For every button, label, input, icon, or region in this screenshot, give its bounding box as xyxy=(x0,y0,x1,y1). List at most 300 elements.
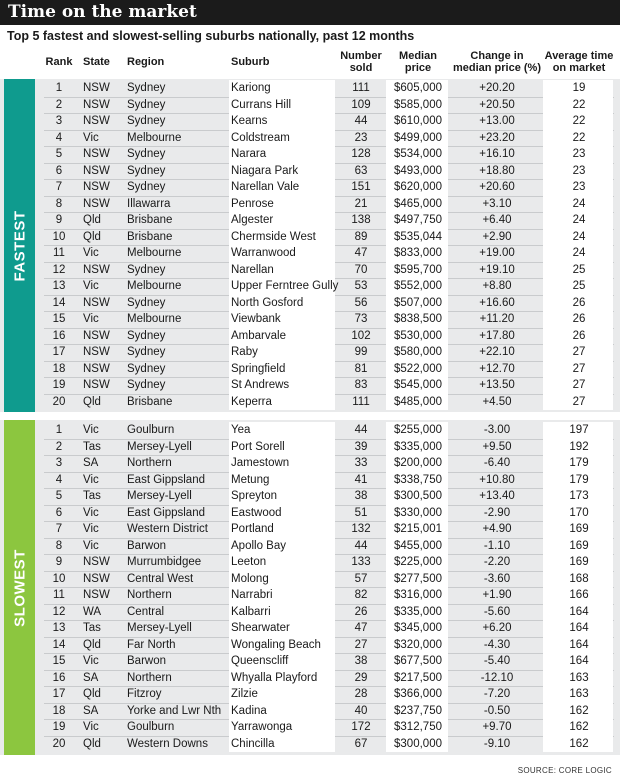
slowest-row-12 xyxy=(0,604,620,621)
cell-sold: 44 xyxy=(354,424,368,436)
cell-avg: 169 xyxy=(569,523,589,535)
cell-avg: 23 xyxy=(572,148,586,160)
cell-rank: 16 xyxy=(52,329,66,342)
cell-avg: 164 xyxy=(569,655,589,667)
cell-suburb: Eastwood xyxy=(231,506,282,519)
cell-region: Sydney xyxy=(127,148,166,160)
cell-suburb: Kalbarri xyxy=(231,605,271,618)
cell-price: $237,750 xyxy=(394,704,442,717)
fastest-row-20 xyxy=(0,394,620,411)
cell-sold: 41 xyxy=(354,473,368,486)
cell-change: -2.90 xyxy=(483,506,511,519)
cell-state: NSW xyxy=(83,98,110,111)
cell-sold: 26 xyxy=(354,605,368,618)
cell-price: $535,044 xyxy=(394,230,442,243)
cell-state: NSW xyxy=(83,148,110,160)
cell-price: $335,000 xyxy=(394,605,442,618)
cell-sold: 38 xyxy=(354,655,368,667)
fastest-row-5 xyxy=(0,146,620,163)
fastest-row-18 xyxy=(0,361,620,378)
cell-region: Melbourne xyxy=(127,313,182,325)
cell-avg: 164 xyxy=(569,622,589,634)
cell-state: Vic xyxy=(83,424,99,436)
cell-rank: 15 xyxy=(52,313,66,325)
cell-avg: 27 xyxy=(572,379,586,391)
cell-change: +16.10 xyxy=(479,148,515,160)
cell-state: NSW xyxy=(83,164,110,177)
cell-state: Vic xyxy=(83,523,99,535)
cell-region: Mersey-Lyell xyxy=(127,440,192,453)
cell-state: Qld xyxy=(83,688,101,700)
cell-change: +22.10 xyxy=(479,346,515,358)
cell-price: $585,000 xyxy=(394,98,442,111)
cell-avg: 162 xyxy=(569,704,589,717)
cell-state: Vic xyxy=(83,655,99,667)
cell-rank: 3 xyxy=(55,457,63,469)
cell-rank: 17 xyxy=(52,688,66,700)
cell-change: +17.80 xyxy=(479,329,515,342)
fastest-row-8 xyxy=(0,196,620,213)
cell-sold: 21 xyxy=(354,197,368,210)
cell-sold: 27 xyxy=(354,638,368,651)
cell-rank: 18 xyxy=(52,362,66,375)
cell-suburb: Portland xyxy=(231,523,274,535)
title-bar xyxy=(0,0,620,25)
slowest-row-15 xyxy=(0,653,620,670)
slowest-row-1 xyxy=(0,422,620,439)
cell-change: +13.40 xyxy=(479,490,515,502)
cell-sold: 51 xyxy=(354,506,368,519)
header-average-time-line1: Average time xyxy=(544,50,614,62)
header-median-price-line1: Median xyxy=(399,50,437,62)
cell-change: -4.30 xyxy=(483,638,511,651)
cell-sold: 67 xyxy=(354,737,368,750)
cell-suburb: Warranwood xyxy=(231,247,296,259)
cell-change: +4.50 xyxy=(482,395,512,408)
cell-rank: 17 xyxy=(52,346,66,358)
header-median-price-line2: price xyxy=(404,62,432,74)
cell-suburb: Molong xyxy=(231,572,269,585)
cell-region: Central West xyxy=(127,572,194,585)
cell-region: Mersey-Lyell xyxy=(127,490,192,502)
cell-price: $255,000 xyxy=(394,424,442,436)
cell-change: +23.20 xyxy=(479,131,515,144)
cell-avg: 164 xyxy=(569,638,589,651)
cell-state: Qld xyxy=(83,395,101,408)
cell-state: Qld xyxy=(83,214,101,226)
cell-suburb: Narellan xyxy=(231,263,274,276)
cell-change: +20.50 xyxy=(479,98,515,111)
slowest-row-19 xyxy=(0,719,620,736)
cell-state: NSW xyxy=(83,329,110,342)
cell-avg: 163 xyxy=(569,671,589,684)
cell-avg: 24 xyxy=(572,230,586,243)
cell-state: NSW xyxy=(83,362,110,375)
cell-suburb: Metung xyxy=(231,473,270,486)
cell-price: $493,000 xyxy=(394,164,442,177)
cell-avg: 24 xyxy=(572,214,586,226)
cell-state: Qld xyxy=(83,638,101,651)
cell-rank: 5 xyxy=(55,490,63,502)
cell-region: Sydney xyxy=(127,115,166,127)
cell-avg: 25 xyxy=(572,280,586,292)
cell-sold: 44 xyxy=(354,115,368,127)
cell-suburb: Port Sorell xyxy=(231,440,285,453)
cell-state: NSW xyxy=(83,346,110,358)
cell-sold: 172 xyxy=(351,721,371,733)
cell-price: $833,000 xyxy=(394,247,442,259)
cell-region: Sydney xyxy=(127,82,166,94)
cell-avg: 169 xyxy=(569,539,589,552)
page-title: Time on the market xyxy=(8,2,197,22)
cell-avg: 22 xyxy=(572,131,586,144)
cell-region: Western District xyxy=(127,523,208,535)
header-state: State xyxy=(83,56,110,68)
cell-change: -7.20 xyxy=(483,688,511,700)
cell-change: -2.20 xyxy=(483,556,511,568)
fastest-label: FASTEST xyxy=(11,209,28,282)
cell-change: +1.90 xyxy=(482,589,512,601)
slowest-row-13 xyxy=(0,620,620,637)
header-average-time xyxy=(543,50,615,80)
cell-region: Brisbane xyxy=(127,214,173,226)
cell-suburb: Narellan Vale xyxy=(231,181,300,193)
cell-change: +19.10 xyxy=(479,263,515,276)
cell-region: Far North xyxy=(127,638,176,651)
slowest-row-3 xyxy=(0,455,620,472)
cell-region: Northern xyxy=(127,457,172,469)
cell-price: $610,000 xyxy=(394,115,442,127)
fastest-row-10 xyxy=(0,229,620,246)
fastest-row-3 xyxy=(0,113,620,130)
cell-suburb: Yea xyxy=(231,424,251,436)
slowest-row-6 xyxy=(0,505,620,522)
cell-state: NSW xyxy=(83,181,110,193)
fastest-row-4 xyxy=(0,130,620,147)
slowest-row-16 xyxy=(0,670,620,687)
cell-change: -3.00 xyxy=(483,424,511,436)
cell-change: +4.90 xyxy=(482,523,512,535)
slowest-row-11 xyxy=(0,587,620,604)
cell-state: NSW xyxy=(83,556,110,568)
cell-sold: 47 xyxy=(354,622,368,634)
cell-suburb: Zilzie xyxy=(231,688,258,700)
slowest-label: SLOWEST xyxy=(11,548,28,627)
cell-rank: 20 xyxy=(52,737,66,750)
cell-suburb: Coldstream xyxy=(231,131,290,144)
cell-price: $277,500 xyxy=(394,572,442,585)
slowest-row-4 xyxy=(0,472,620,489)
cell-sold: 151 xyxy=(351,181,371,193)
cell-rank: 19 xyxy=(52,721,66,733)
cell-rank: 14 xyxy=(52,296,66,309)
cell-price: $300,000 xyxy=(394,737,442,750)
cell-rank: 4 xyxy=(55,131,63,144)
slowest-row-10 xyxy=(0,571,620,588)
slowest-row-20 xyxy=(0,736,620,753)
cell-rank: 18 xyxy=(52,704,66,717)
cell-price: $530,000 xyxy=(394,329,442,342)
cell-state: Vic xyxy=(83,313,99,325)
cell-avg: 170 xyxy=(569,506,589,519)
fastest-row-12 xyxy=(0,262,620,279)
slowest-row-5 xyxy=(0,488,620,505)
cell-rank: 20 xyxy=(52,395,66,408)
fastest-row-16 xyxy=(0,328,620,345)
cell-rank: 2 xyxy=(55,440,63,453)
cell-region: Barwon xyxy=(127,539,166,552)
cell-rank: 5 xyxy=(55,148,63,160)
cell-price: $497,750 xyxy=(394,214,442,226)
cell-sold: 70 xyxy=(354,263,368,276)
cell-sold: 23 xyxy=(354,131,368,144)
cell-state: SA xyxy=(83,704,99,717)
cell-region: Melbourne xyxy=(127,280,182,292)
header-average-time-line2: on market xyxy=(552,62,606,74)
header-suburb: Suburb xyxy=(231,56,270,68)
cell-sold: 40 xyxy=(354,704,368,717)
cell-state: NSW xyxy=(83,572,110,585)
cell-rank: 14 xyxy=(52,638,66,651)
cell-sold: 53 xyxy=(354,280,368,292)
cell-change: +16.60 xyxy=(479,296,515,309)
cell-price: $366,000 xyxy=(394,688,442,700)
cell-suburb: Algester xyxy=(231,214,274,226)
cell-sold: 44 xyxy=(354,539,368,552)
cell-avg: 22 xyxy=(572,115,586,127)
cell-rank: 3 xyxy=(55,115,63,127)
fastest-row-13 xyxy=(0,278,620,295)
cell-rank: 15 xyxy=(52,655,66,667)
cell-region: Barwon xyxy=(127,655,166,667)
cell-state: SA xyxy=(83,671,99,684)
cell-avg: 168 xyxy=(569,572,589,585)
cell-sold: 99 xyxy=(354,346,368,358)
cell-rank: 7 xyxy=(55,523,63,535)
cell-suburb: Wongaling Beach xyxy=(231,638,321,651)
cell-suburb: Viewbank xyxy=(231,313,281,325)
cell-sold: 29 xyxy=(354,671,368,684)
cell-change: +3.10 xyxy=(482,197,512,210)
cell-state: Tas xyxy=(83,440,101,453)
slowest-row-7 xyxy=(0,521,620,538)
cell-sold: 39 xyxy=(354,440,368,453)
cell-change: -9.10 xyxy=(483,737,511,750)
cell-rank: 12 xyxy=(52,263,66,276)
cell-rank: 9 xyxy=(55,214,63,226)
cell-avg: 26 xyxy=(572,296,586,309)
cell-rank: 11 xyxy=(53,247,65,259)
cell-suburb: Narara xyxy=(231,148,267,160)
cell-avg: 192 xyxy=(569,440,589,453)
fastest-row-2 xyxy=(0,97,620,114)
cell-region: Illawarra xyxy=(127,197,171,210)
cell-price: $605,000 xyxy=(394,82,442,94)
slowest-row-18 xyxy=(0,703,620,720)
cell-suburb: North Gosford xyxy=(231,296,304,309)
cell-sold: 81 xyxy=(354,362,368,375)
cell-suburb: Springfield xyxy=(231,362,286,375)
cell-price: $499,000 xyxy=(394,131,442,144)
cell-avg: 25 xyxy=(572,263,586,276)
cell-sold: 133 xyxy=(351,556,371,568)
cell-state: Vic xyxy=(83,473,99,486)
cell-change: +9.70 xyxy=(482,721,512,733)
cell-suburb: Leeton xyxy=(231,556,267,568)
slowest-row-17 xyxy=(0,686,620,703)
cell-suburb: Yarrawonga xyxy=(231,721,293,733)
cell-region: Northern xyxy=(127,671,172,684)
cell-region: Mersey-Lyell xyxy=(127,622,192,634)
cell-avg: 164 xyxy=(569,605,589,618)
cell-sold: 83 xyxy=(354,379,368,391)
fastest-row-17 xyxy=(0,344,620,361)
cell-avg: 26 xyxy=(572,329,586,342)
cell-state: Tas xyxy=(83,622,101,634)
cell-sold: 57 xyxy=(354,572,368,585)
cell-price: $465,000 xyxy=(394,197,442,210)
header-change-line1: Change in xyxy=(470,50,524,62)
cell-suburb: Keperra xyxy=(231,395,272,408)
cell-sold: 102 xyxy=(351,329,371,342)
fastest-row-14 xyxy=(0,295,620,312)
cell-price: $330,000 xyxy=(394,506,442,519)
cell-state: Vic xyxy=(83,539,99,552)
cell-state: Vic xyxy=(83,131,99,144)
cell-price: $316,000 xyxy=(394,589,442,601)
cell-region: Central xyxy=(127,605,165,618)
cell-avg: 179 xyxy=(569,473,589,486)
cell-rank: 12 xyxy=(52,605,66,618)
cell-state: Qld xyxy=(83,230,101,243)
cell-change: -5.60 xyxy=(483,605,511,618)
cell-price: $345,000 xyxy=(394,622,442,634)
cell-suburb: Shearwater xyxy=(231,622,290,634)
cell-price: $595,700 xyxy=(394,263,442,276)
cell-price: $312,750 xyxy=(394,721,442,733)
cell-region: East Gippsland xyxy=(127,506,205,519)
header-change-line2: median price (%) xyxy=(452,62,542,74)
cell-suburb: Spreyton xyxy=(231,490,278,502)
cell-sold: 109 xyxy=(351,98,371,111)
cell-sold: 128 xyxy=(351,148,371,160)
cell-state: SA xyxy=(83,457,99,469)
cell-price: $838,500 xyxy=(394,313,442,325)
cell-change: -3.60 xyxy=(483,572,511,585)
cell-avg: 27 xyxy=(572,395,586,408)
cell-suburb: Upper Ferntree Gully xyxy=(231,280,339,292)
cell-avg: 179 xyxy=(569,457,589,469)
fastest-row-9 xyxy=(0,212,620,229)
cell-price: $534,000 xyxy=(394,148,442,160)
cell-region: Brisbane xyxy=(127,230,173,243)
cell-state: NSW xyxy=(83,263,110,276)
cell-region: Sydney xyxy=(127,329,166,342)
cell-price: $522,000 xyxy=(394,362,442,375)
cell-sold: 138 xyxy=(351,214,371,226)
cell-sold: 63 xyxy=(354,164,368,177)
cell-rank: 1 xyxy=(55,424,63,436)
cell-price: $335,000 xyxy=(394,440,442,453)
cell-region: Sydney xyxy=(127,379,166,391)
cell-region: East Gippsland xyxy=(127,473,205,486)
cell-avg: 166 xyxy=(569,589,589,601)
cell-avg: 22 xyxy=(572,98,586,111)
cell-rank: 10 xyxy=(52,572,66,585)
cell-avg: 169 xyxy=(569,556,589,568)
cell-suburb: Kadina xyxy=(231,704,267,717)
fastest-row-15 xyxy=(0,311,620,328)
cell-price: $455,000 xyxy=(394,539,442,552)
cell-rank: 8 xyxy=(55,197,63,210)
cell-avg: 26 xyxy=(572,313,586,325)
cell-price: $485,000 xyxy=(394,395,442,408)
cell-state: NSW xyxy=(83,379,110,391)
cell-suburb: Jamestown xyxy=(231,457,290,469)
cell-sold: 33 xyxy=(354,457,368,469)
cell-sold: 56 xyxy=(354,296,368,309)
cell-suburb: Apollo Bay xyxy=(231,539,286,552)
cell-avg: 27 xyxy=(572,362,586,375)
cell-price: $552,000 xyxy=(394,280,442,292)
cell-price: $545,000 xyxy=(394,379,442,391)
cell-price: $677,500 xyxy=(394,655,442,667)
cell-region: Sydney xyxy=(127,98,166,111)
cell-region: Western Downs xyxy=(127,737,208,750)
header-number-sold-line1: Number xyxy=(340,50,382,62)
header-median-price xyxy=(388,50,448,80)
cell-state: NSW xyxy=(83,296,110,309)
cell-rank: 9 xyxy=(55,556,63,568)
cell-rank: 10 xyxy=(52,230,66,243)
cell-region: Brisbane xyxy=(127,395,173,408)
cell-suburb: Chermside West xyxy=(231,230,316,243)
cell-change: -6.40 xyxy=(483,457,511,469)
cell-region: Sydney xyxy=(127,181,166,193)
cell-suburb: Kariong xyxy=(231,82,271,94)
cell-change: -5.40 xyxy=(483,655,511,667)
cell-change: +2.90 xyxy=(482,230,512,243)
cell-suburb: Whyalla Playford xyxy=(231,671,318,684)
cell-avg: 173 xyxy=(569,490,589,502)
cell-rank: 11 xyxy=(53,589,65,601)
header-number-sold xyxy=(336,50,386,80)
fastest-row-19 xyxy=(0,377,620,394)
cell-region: Northern xyxy=(127,589,172,601)
cell-region: Sydney xyxy=(127,362,166,375)
cell-sold: 38 xyxy=(354,490,368,502)
cell-sold: 111 xyxy=(352,82,370,94)
cell-region: Sydney xyxy=(127,346,166,358)
cell-sold: 89 xyxy=(354,230,368,243)
cell-rank: 19 xyxy=(52,379,66,391)
cell-state: NSW xyxy=(83,589,110,601)
cell-state: Vic xyxy=(83,721,99,733)
fastest-row-11 xyxy=(0,245,620,262)
cell-state: NSW xyxy=(83,197,110,210)
cell-price: $507,000 xyxy=(394,296,442,309)
cell-region: Sydney xyxy=(127,164,166,177)
cell-state: Vic xyxy=(83,247,99,259)
cell-price: $338,750 xyxy=(394,473,442,486)
cell-rank: 16 xyxy=(52,671,66,684)
cell-avg: 24 xyxy=(572,197,586,210)
cell-avg: 163 xyxy=(569,688,589,700)
cell-change: +19.00 xyxy=(479,247,515,259)
cell-price: $217,500 xyxy=(394,671,442,684)
cell-price: $300,500 xyxy=(394,490,442,502)
slowest-row-9 xyxy=(0,554,620,571)
